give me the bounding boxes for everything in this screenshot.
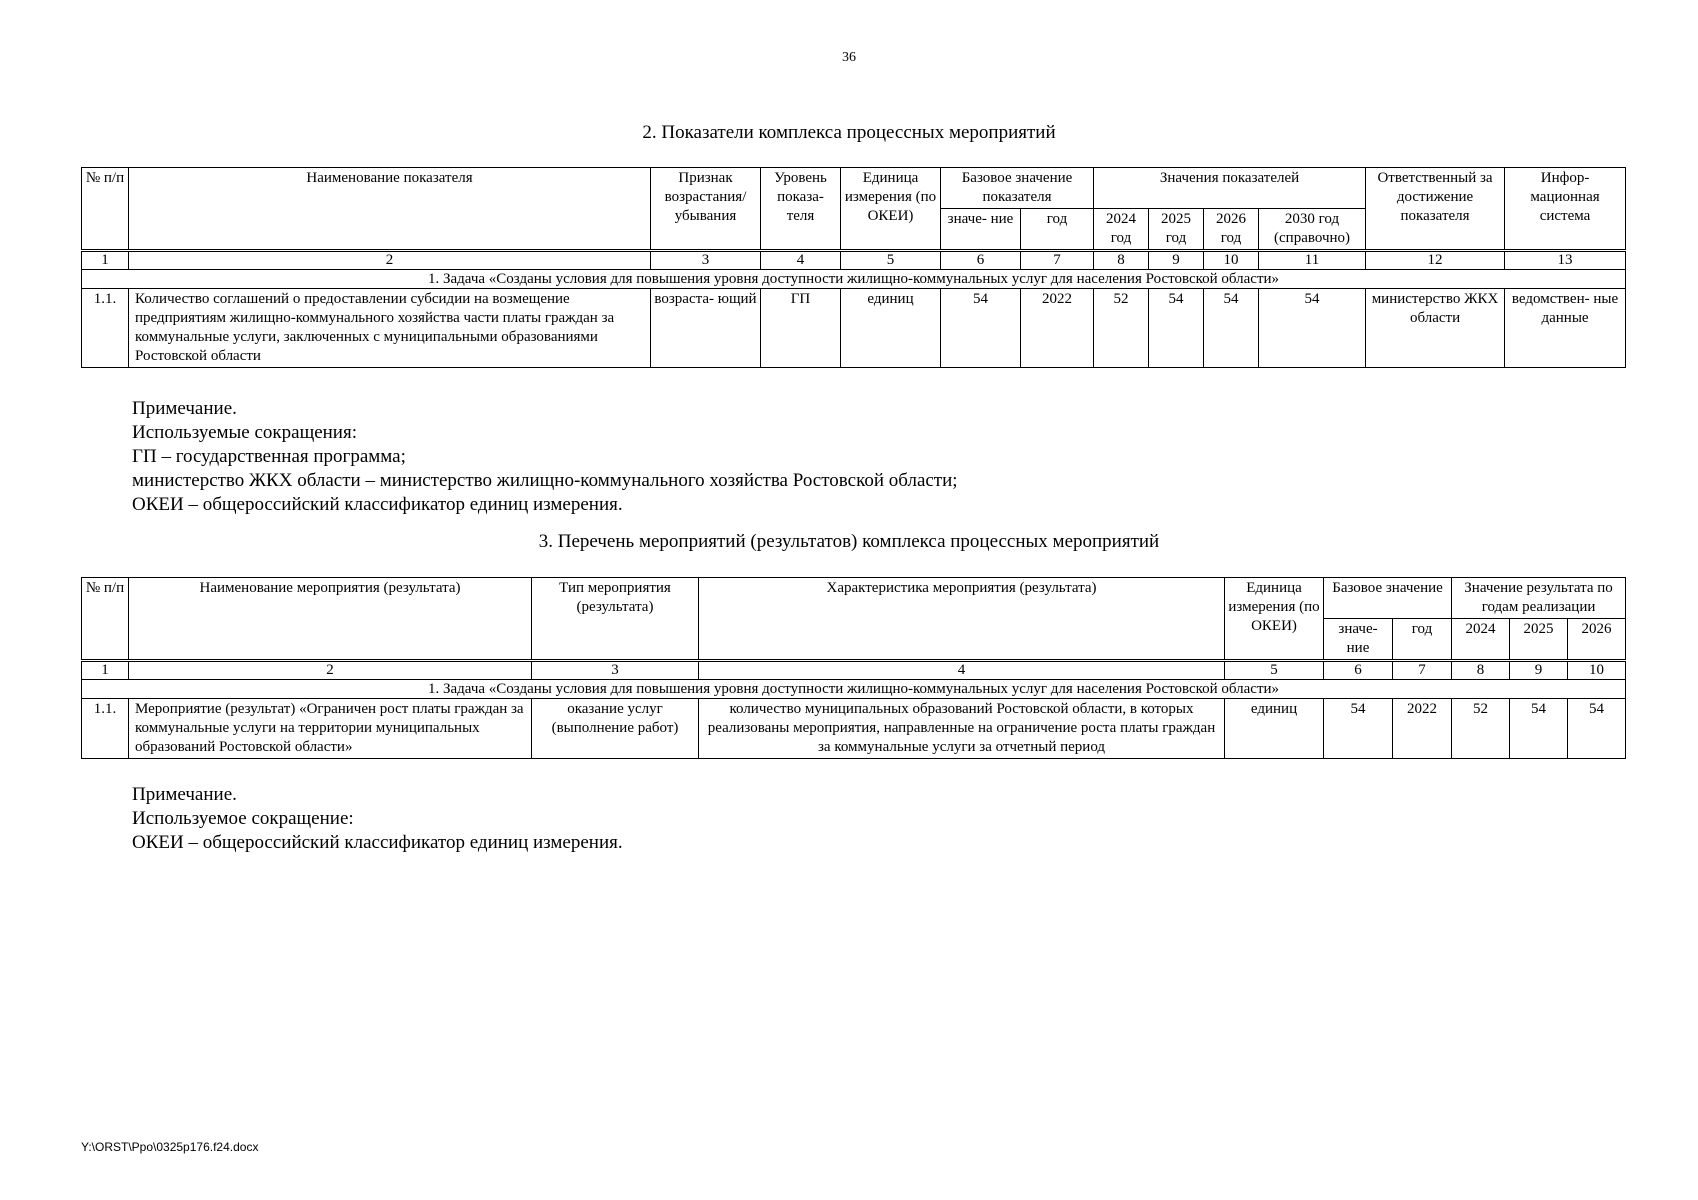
task-label: 1. Задача «Созданы условия для повышения уровня доступности жилищно-коммунальных услуг для населения Ростовской области» bbox=[82, 680, 1626, 699]
col-number: 2 bbox=[129, 661, 532, 680]
header-2025: 2025 bbox=[1510, 619, 1568, 661]
row-base-value: 54 bbox=[941, 289, 1021, 368]
header-num: № п/п bbox=[82, 168, 129, 251]
note-line: ОКЕИ – общероссийский классификатор единиц измерения. bbox=[132, 832, 623, 853]
column-numbers-row bbox=[82, 661, 1626, 680]
section-title-indicators: 2. Показатели комплекса процессных мероприятий bbox=[642, 122, 1056, 143]
note-subtitle: Используемое сокращение: bbox=[132, 808, 354, 829]
header-base: Базовое значение показателя bbox=[941, 168, 1094, 209]
page-number: 36 bbox=[842, 50, 856, 65]
row-2024: 52 bbox=[1452, 699, 1510, 759]
row-name: Количество соглашений о предоставлении субсидии на возмещение предприятиям жилищно-коммунального хозяйства части платы граждан за коммунальные услуги, заключенных с муниципальными образованиями Ростовской области bbox=[129, 289, 651, 368]
file-path-footer: Y:\ORST\Ppo\0325p176.f24.docx bbox=[81, 1140, 259, 1154]
col-number: 3 bbox=[532, 661, 699, 680]
col-number: 1 bbox=[82, 251, 129, 270]
header-2024: 2024 bbox=[1452, 619, 1510, 661]
measures-table bbox=[81, 577, 1626, 759]
note-subtitle: Используемые сокращения: bbox=[132, 422, 357, 443]
row-type: оказание услуг (выполнение работ) bbox=[532, 699, 699, 759]
header-base-year: год bbox=[1021, 209, 1094, 251]
row-num: 1.1. bbox=[82, 289, 129, 368]
col-number: 5 bbox=[1225, 661, 1324, 680]
note-line: ОКЕИ – общероссийский классификатор единиц измерения. bbox=[132, 494, 623, 515]
row-trend: возраста- ющий bbox=[651, 289, 761, 368]
header-system: Инфор- мационная система bbox=[1505, 168, 1626, 251]
note-title: Примечание. bbox=[132, 784, 237, 805]
row-2025: 54 bbox=[1149, 289, 1204, 368]
row-name: Мероприятие (результат) «Ограничен рост платы граждан за коммунальные услуги на территории муниципальных образований Ростовской области» bbox=[129, 699, 532, 759]
col-number: 11 bbox=[1259, 251, 1366, 270]
header-base: Базовое значение bbox=[1324, 578, 1452, 619]
table-row bbox=[82, 289, 1626, 368]
header-responsible: Ответственный за достижение показателя bbox=[1366, 168, 1505, 251]
header-level: Уровень показа- теля bbox=[761, 168, 841, 251]
col-number: 4 bbox=[761, 251, 841, 270]
col-number: 3 bbox=[651, 251, 761, 270]
task-row bbox=[82, 680, 1626, 699]
row-2024: 52 bbox=[1094, 289, 1149, 368]
note-line: ГП – государственная программа; bbox=[132, 446, 406, 467]
row-desc: количество муниципальных образований Ростовской области, в которых реализованы мероприятия, направленные на ограничение роста платы граждан за коммунальные услуги за отчетный период bbox=[699, 699, 1225, 759]
col-number: 8 bbox=[1094, 251, 1149, 270]
col-number: 13 bbox=[1505, 251, 1626, 270]
row-unit: единиц bbox=[1225, 699, 1324, 759]
header-type: Тип мероприятия (результата) bbox=[532, 578, 699, 661]
col-number: 10 bbox=[1568, 661, 1626, 680]
header-row bbox=[82, 168, 1626, 209]
header-name: Наименование показателя bbox=[129, 168, 651, 251]
header-2024: 2024 год bbox=[1094, 209, 1149, 251]
note-title: Примечание. bbox=[132, 398, 237, 419]
notes-section3 bbox=[132, 783, 623, 855]
row-responsible: министерство ЖКХ области bbox=[1366, 289, 1505, 368]
col-number: 1 bbox=[82, 661, 129, 680]
header-2030: 2030 год (справочно) bbox=[1259, 209, 1366, 251]
col-number: 4 bbox=[699, 661, 1225, 680]
row-2026: 54 bbox=[1204, 289, 1259, 368]
header-unit: Единица измерения (по ОКЕИ) bbox=[841, 168, 941, 251]
col-number: 7 bbox=[1393, 661, 1452, 680]
col-number: 9 bbox=[1149, 251, 1204, 270]
row-num: 1.1. bbox=[82, 699, 129, 759]
header-base-year: год bbox=[1393, 619, 1452, 661]
header-2026: 2026 bbox=[1568, 619, 1626, 661]
header-base-value: значе- ние bbox=[941, 209, 1021, 251]
row-2026: 54 bbox=[1568, 699, 1626, 759]
header-2026: 2026 год bbox=[1204, 209, 1259, 251]
col-number: 10 bbox=[1204, 251, 1259, 270]
col-number: 5 bbox=[841, 251, 941, 270]
notes-section2 bbox=[132, 397, 958, 517]
table-row bbox=[82, 699, 1626, 759]
header-name: Наименование мероприятия (результата) bbox=[129, 578, 532, 661]
col-number: 6 bbox=[941, 251, 1021, 270]
row-system: ведомствен- ные данные bbox=[1505, 289, 1626, 368]
col-number: 6 bbox=[1324, 661, 1393, 680]
header-row bbox=[82, 578, 1626, 619]
section-title-measures: 3. Перечень мероприятий (результатов) комплекса процессных мероприятий bbox=[538, 531, 1160, 552]
header-desc: Характеристика мероприятия (результата) bbox=[699, 578, 1225, 661]
row-base-value: 54 bbox=[1324, 699, 1393, 759]
header-values: Значения показателей bbox=[1094, 168, 1366, 209]
row-unit: единиц bbox=[841, 289, 941, 368]
header-base-value: значе- ние bbox=[1324, 619, 1393, 661]
row-2025: 54 bbox=[1510, 699, 1568, 759]
col-number: 2 bbox=[129, 251, 651, 270]
header-trend: Признак возрастания/ убывания bbox=[651, 168, 761, 251]
header-num: № п/п bbox=[82, 578, 129, 661]
col-number: 7 bbox=[1021, 251, 1094, 270]
header-2025: 2025 год bbox=[1149, 209, 1204, 251]
header-unit: Единица измерения (по ОКЕИ) bbox=[1225, 578, 1324, 661]
col-number: 9 bbox=[1510, 661, 1568, 680]
column-numbers-row bbox=[82, 251, 1626, 270]
indicators-table bbox=[81, 167, 1626, 368]
row-level: ГП bbox=[761, 289, 841, 368]
row-base-year: 2022 bbox=[1393, 699, 1452, 759]
note-line: министерство ЖКХ области – министерство жилищно-коммунального хозяйства Ростовской области; bbox=[132, 470, 958, 491]
col-number: 12 bbox=[1366, 251, 1505, 270]
col-number: 8 bbox=[1452, 661, 1510, 680]
task-row bbox=[82, 270, 1626, 289]
header-values: Значение результата по годам реализации bbox=[1452, 578, 1626, 619]
row-base-year: 2022 bbox=[1021, 289, 1094, 368]
row-2030: 54 bbox=[1259, 289, 1366, 368]
task-label: 1. Задача «Созданы условия для повышения уровня доступности жилищно-коммунальных услуг для населения Ростовской области» bbox=[82, 270, 1626, 289]
